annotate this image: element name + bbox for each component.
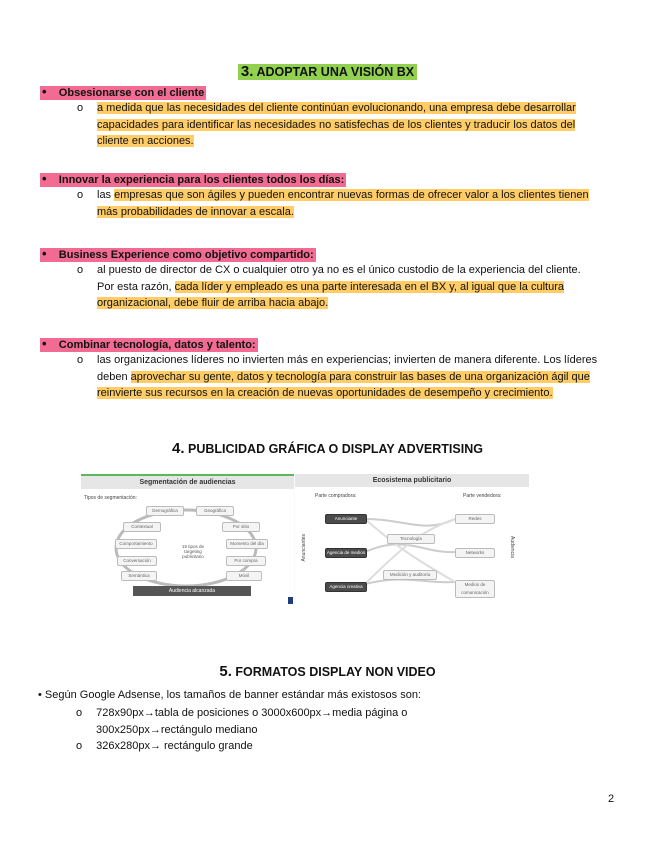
banner-sizes-list	[76, 705, 636, 755]
buyer-node-2: Agencia de medios	[325, 548, 367, 558]
seg-node-9: Semántica	[121, 571, 157, 581]
banner-size-line-2: 300x250px→rectángulo mediano	[96, 723, 258, 736]
bullet-icon: •	[42, 171, 47, 186]
ecosystem-panel	[295, 474, 529, 604]
bx-item-3-text: o al puesto de director de CX o cualquier otro ya no es el único custodio de la experiencia del cliente. Por esta razón, cada líder y empleado es una parte interesada en el BX y, al igual que la cultura organizacional, debe fluir de arriba hacia abajo.	[77, 264, 581, 309]
bx-item-1-text: o a medida que las necesidades del cliente continúan evolucionando, una empresa debe desarrollar capacidades para identificar las necesidades no satisfechas de los clientes y traducir los datos del cliente en acciones.	[77, 102, 576, 147]
page-number: 2	[608, 793, 615, 805]
center-node-1: Tecnología	[387, 534, 435, 544]
circle-bullet-icon: o	[77, 189, 84, 201]
seller-node-3: Medios de comunicación	[455, 580, 495, 598]
audience-bar: Audiencia alcanzada	[133, 586, 251, 596]
seg-node-6: Momento del día	[226, 539, 268, 549]
bx-item-3-heading: • Business Experience como objetivo compartido:	[42, 246, 314, 261]
section-5-number: 5.	[219, 663, 232, 680]
bx-item-4-heading: • Combinar tecnología, datos y talento:	[42, 336, 256, 351]
bx-item-2-text: o las empresas que son ágiles y pueden encontrar nuevas formas de ofrecer valor a los clientes tienen más probabilidades de innovar a escala.	[77, 189, 589, 218]
bx-item-4-text: o las organizaciones líderes no invierten más en experiencias; invierten de manera diferente. Los líderes deben aprovechar su gente, datos y tecnología para construir las bases de una organización ágil que reinvierte sus recursos en la creación de nuevas oportunidades de desempeño y crecimiento.	[77, 354, 598, 399]
bx-item-2	[40, 171, 650, 220]
seg-node-3: Contextual	[123, 522, 161, 532]
bx-item-3	[40, 246, 650, 312]
section-5-heading: FORMATOS DISPLAY NON VIDEO	[235, 665, 436, 679]
section-4-number: 4.	[172, 440, 185, 457]
seg-node-10: Móvil	[226, 571, 262, 581]
segmentation-types-label: Tipos de segmentación:	[84, 495, 137, 501]
seg-node-5: Comportamiento	[115, 539, 157, 549]
buyer-node-1: Anunciante	[325, 514, 367, 524]
seller-node-1: Redes	[455, 514, 495, 524]
figure-marker	[288, 597, 293, 604]
center-node-2: Medición y auditoría	[383, 570, 437, 580]
advertisers-side-label: Anunciantes	[301, 534, 307, 562]
circle-bullet-icon: o	[77, 264, 84, 276]
bx-item-2-heading: • Innovar la experiencia para los clientes todos los días:	[42, 171, 345, 186]
bx-item-4	[40, 336, 650, 402]
seg-node-4: Por sitio	[222, 522, 260, 532]
bullet-icon: •	[42, 84, 47, 99]
display-advertising-figure	[81, 474, 529, 604]
bullet-icon: •	[38, 689, 42, 701]
bx-item-1-heading: • Obsesionarse con el cliente	[42, 84, 205, 99]
banner-size-line-1: 728x90px→tabla de posiciones o 3000x600px→media página o	[96, 707, 408, 719]
section-5-title	[0, 663, 655, 680]
seg-node-8: Por compra	[226, 556, 266, 566]
buyer-side-label: Parte compradora:	[315, 493, 357, 499]
seller-side-label: Parte vendedora:	[463, 493, 502, 499]
section-4-title	[0, 440, 655, 457]
seg-node-1: Demográfica	[146, 506, 184, 516]
circle-bullet-icon: o	[76, 707, 83, 719]
section-3-heading: ADOPTAR UNA VISIÓN BX	[256, 65, 415, 79]
seller-node-2: Networks	[455, 548, 495, 558]
section-3-title	[0, 63, 655, 80]
audience-side-label: Audiencia	[509, 536, 515, 558]
bx-item-1	[40, 84, 650, 150]
circle-bullet-icon: o	[77, 102, 84, 114]
segmentation-panel	[81, 474, 294, 604]
buyer-node-3: Agencia creativa	[325, 582, 367, 592]
section-4-heading: PUBLICIDAD GRÁFICA O DISPLAY ADVERTISING	[188, 442, 483, 456]
seg-node-2: Geográfica	[196, 506, 234, 516]
segmentation-title: Segmentación de audiencias	[81, 476, 294, 489]
banner-size-line-3: 326x280px→ rectángulo grande	[96, 740, 253, 752]
segmentation-center-label: 15 tipos de targeting publicitario	[181, 544, 205, 559]
bullet-icon: •	[42, 336, 47, 351]
seg-node-7: Conversación	[117, 556, 157, 566]
banner-sizes-intro: • Según Google Adsense, los tamaños de banner estándar más existosos son:	[38, 689, 421, 701]
ecosystem-title: Ecosistema publicitario	[295, 474, 529, 487]
circle-bullet-icon: o	[77, 354, 84, 366]
bullet-icon: •	[42, 246, 47, 261]
circle-bullet-icon: o	[76, 740, 83, 752]
section-3-number: 3.	[240, 63, 254, 80]
